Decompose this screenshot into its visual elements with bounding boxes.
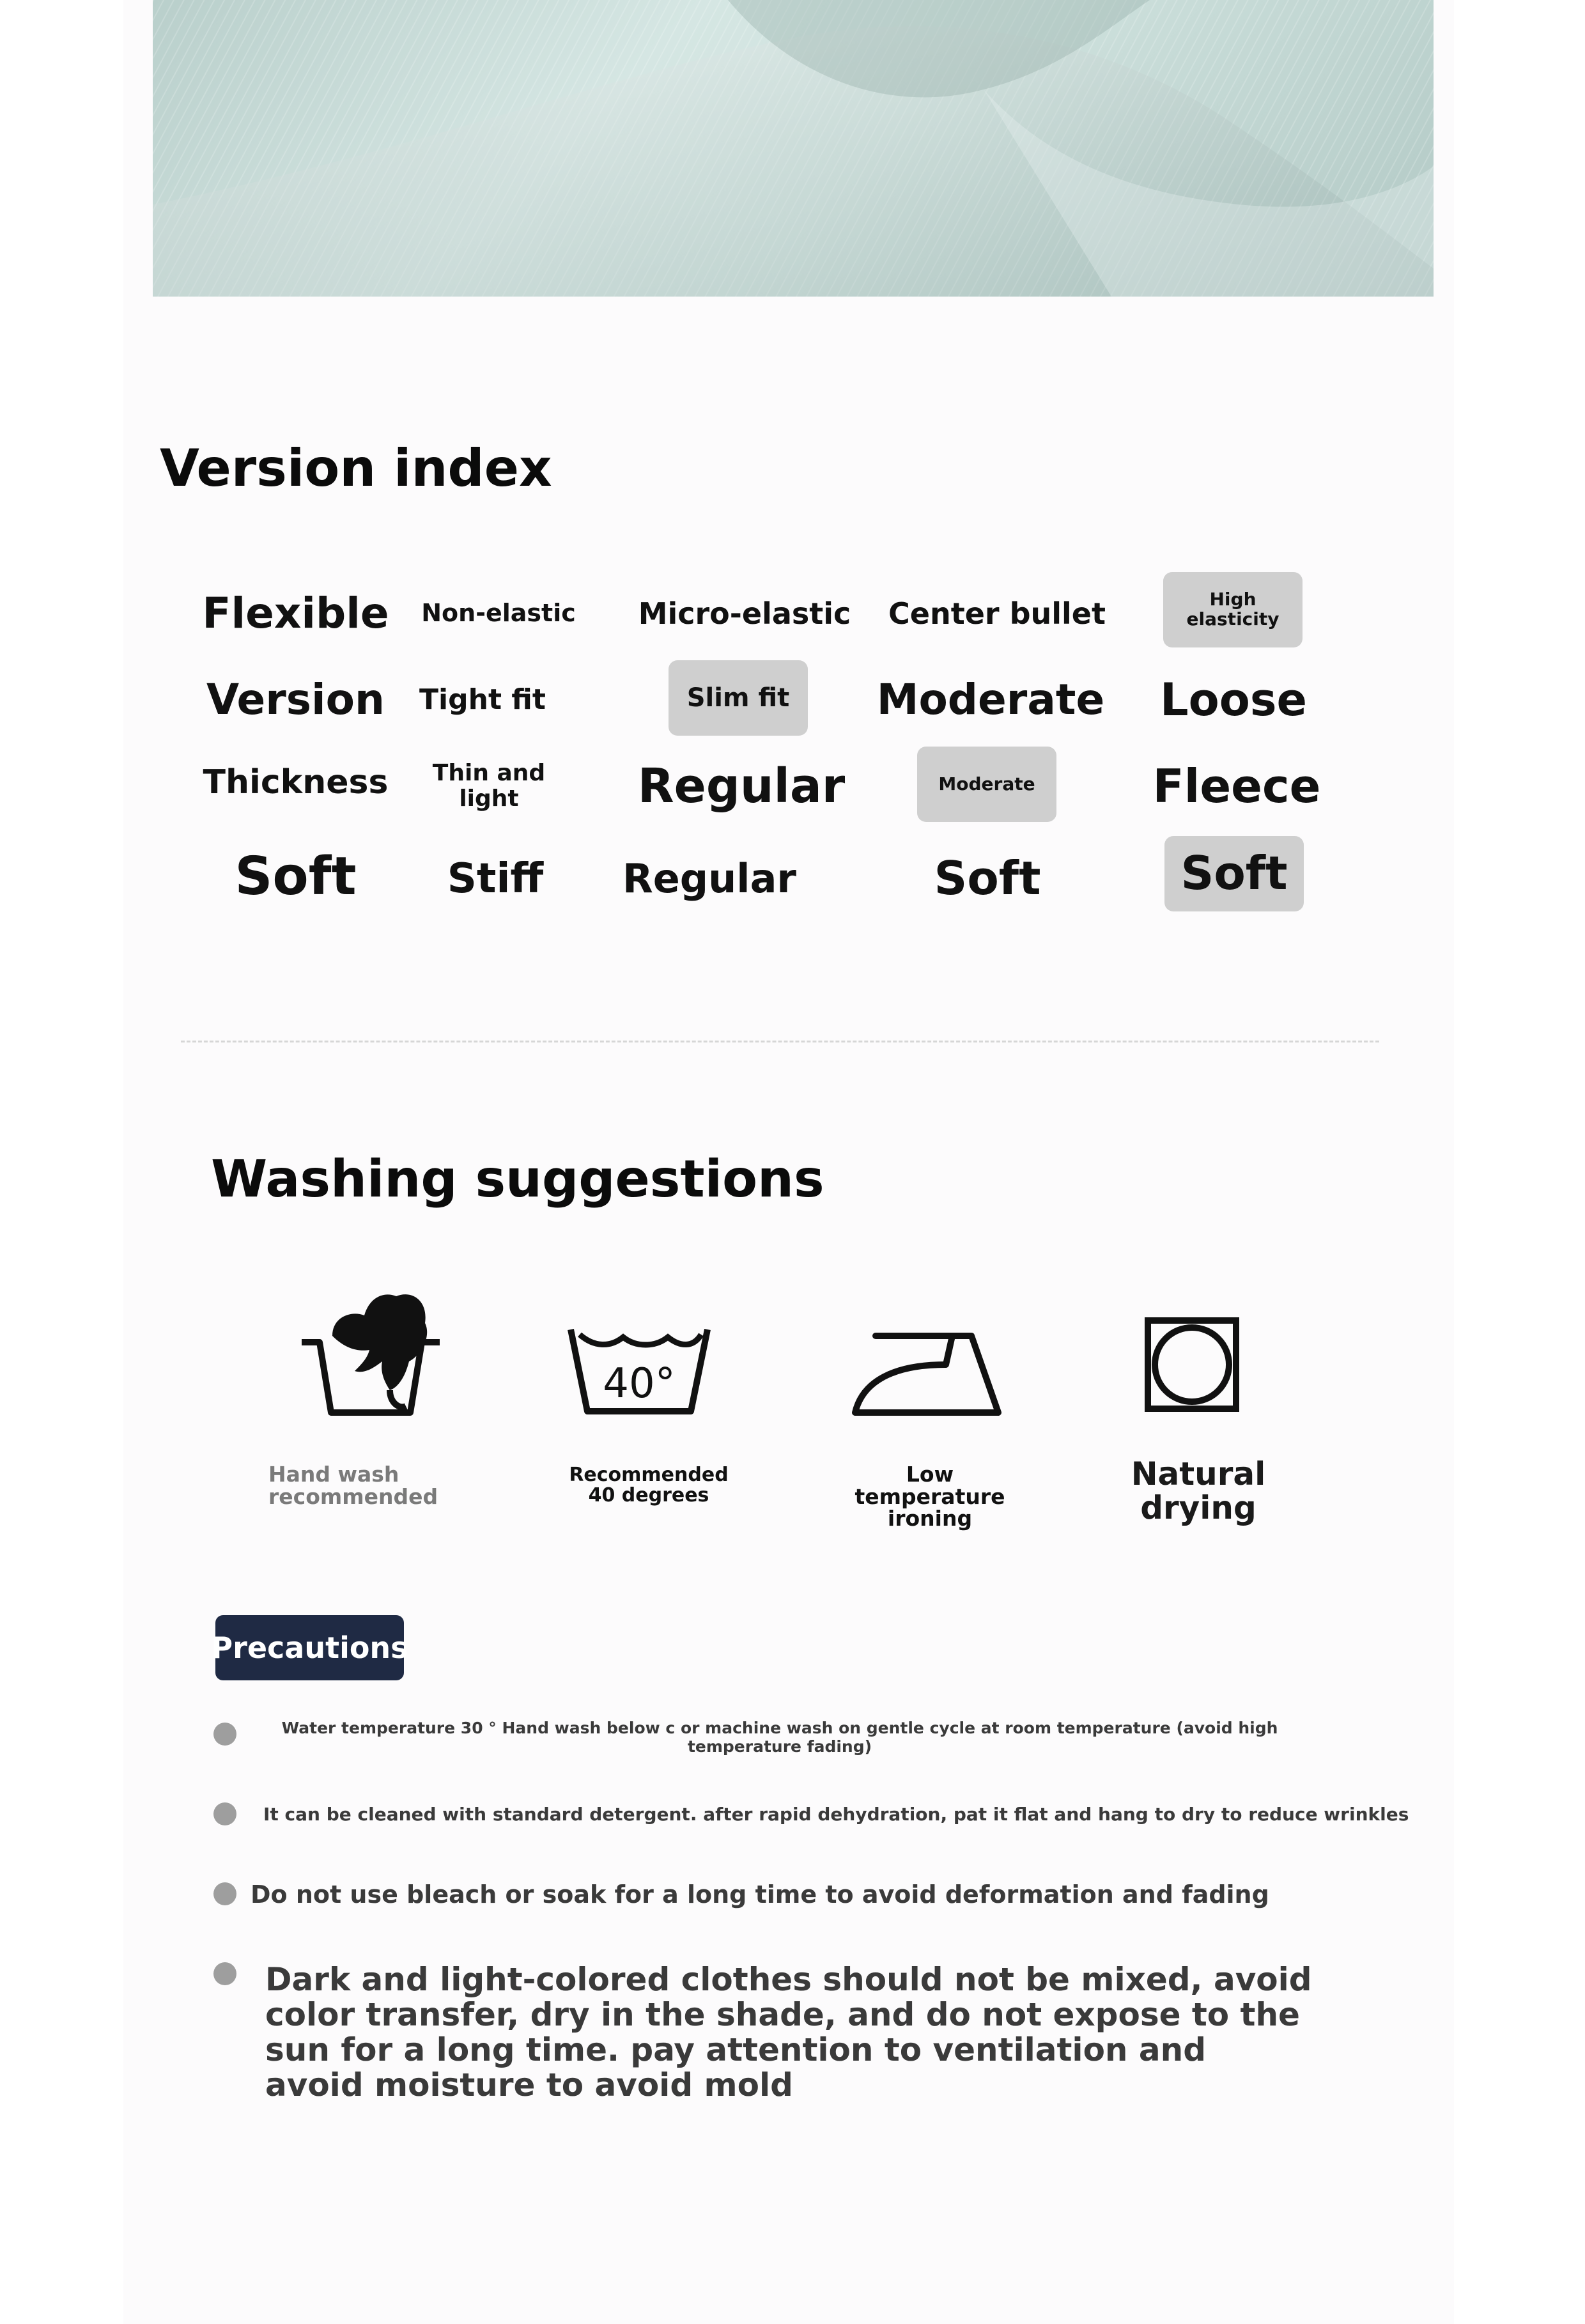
section-divider xyxy=(181,1041,1379,1042)
precaution-item-4: Dark and light-colored clothes should not be mixed, avoid color transfer, dry in the shade, and do not expose to the sun for a long time. pay attention to ventilation and avoid moisture to avoid mold xyxy=(265,1961,1312,2103)
option-soft: Soft xyxy=(934,851,1041,906)
option-high-elasticity: High elasticity xyxy=(1163,572,1303,647)
precautions-badge: Precautions xyxy=(215,1615,404,1680)
precaution-item-3: Do not use bleach or soak for a long time to avoid deformation and fading xyxy=(251,1880,1269,1909)
option-slim-fit: Slim fit xyxy=(669,660,808,736)
option-loose: Loose xyxy=(1160,673,1307,726)
wash-temp-text: 40° xyxy=(603,1360,676,1407)
option-non-elastic: Non-elastic xyxy=(421,599,576,628)
label-natural-drying: Natural drying xyxy=(1131,1455,1266,1526)
washing-suggestions-title: Washing suggestions xyxy=(211,1149,824,1209)
bullet-dot xyxy=(213,1882,236,1905)
option-stiff: Stiff xyxy=(447,855,544,902)
fabric-photo xyxy=(153,0,1434,297)
precaution-item-1: Water temperature 30 ° Hand wash below c or machine wash on gentle cycle at room temperature (avoid high temperature fading) xyxy=(281,1719,1278,1756)
option-moderate-thickness: Moderate xyxy=(917,747,1056,822)
precaution-item-2: It can be cleaned with standard detergent. after rapid dehydration, pat it flat and hang to dry to reduce wrinkles xyxy=(263,1804,1409,1825)
option-tight-fit: Tight fit xyxy=(419,683,546,716)
option-soft-selected: Soft xyxy=(1164,836,1304,911)
fabric-texture-icon xyxy=(153,0,1434,297)
option-fleece: Fleece xyxy=(1152,759,1321,813)
option-moderate-version: Moderate xyxy=(876,674,1105,724)
bullet-dot xyxy=(213,1962,236,1985)
option-thin-and-light: Thin and light xyxy=(432,760,546,812)
option-regular-softness: Regular xyxy=(622,855,796,902)
iron-icon xyxy=(850,1317,1003,1419)
label-hand-wash: Hand wash recommended xyxy=(268,1462,438,1509)
option-micro-elastic: Micro-elastic xyxy=(638,596,851,631)
row-label-flexible: Flexible xyxy=(202,588,389,638)
bullet-dot xyxy=(213,1802,236,1825)
wash-40-icon xyxy=(566,1317,713,1419)
row-label-soft: Soft xyxy=(235,846,357,908)
hand-wash-icon xyxy=(294,1278,447,1419)
row-label-version: Version xyxy=(206,674,385,724)
natural-dry-icon xyxy=(1144,1317,1240,1413)
label-wash-40: Recommended 40 degrees xyxy=(569,1464,729,1507)
row-label-thickness: Thickness xyxy=(203,763,389,802)
label-low-temp-ironing: Low temperature ironing xyxy=(854,1462,1005,1531)
option-center-bullet: Center bullet xyxy=(888,596,1106,631)
version-index-title: Version index xyxy=(160,438,552,498)
option-regular-thickness: Regular xyxy=(637,758,846,814)
bullet-dot xyxy=(213,1723,236,1746)
